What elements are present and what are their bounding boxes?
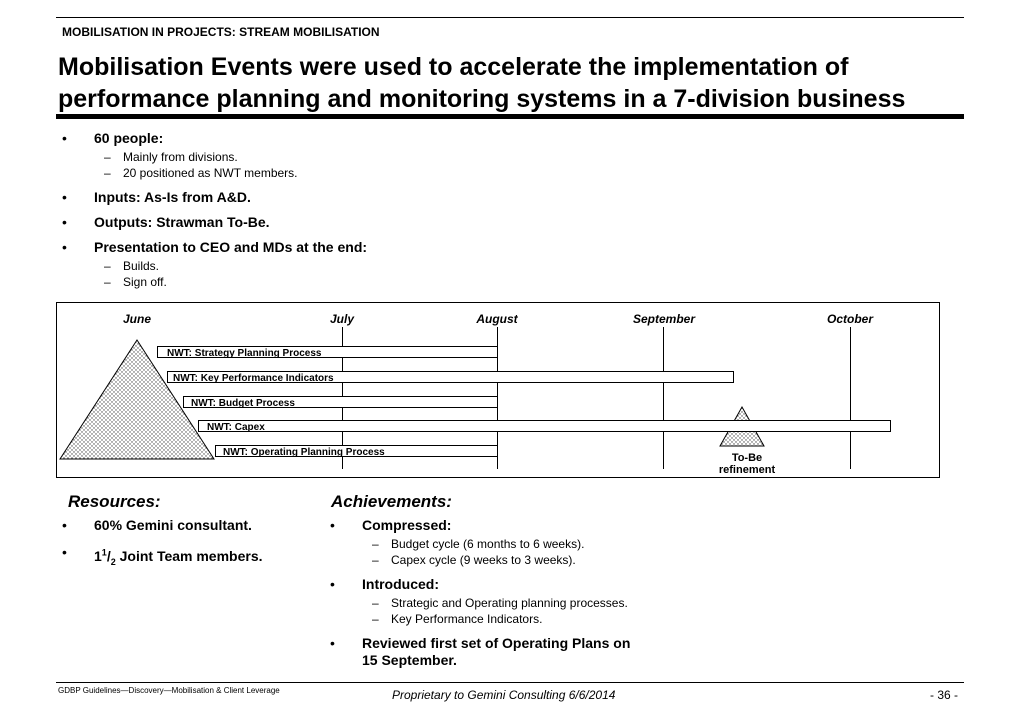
resource-text: Joint Team members.	[115, 547, 263, 564]
summary-bullets	[62, 130, 662, 298]
page-number: - 36 -	[930, 688, 959, 702]
sub-text: Strategic and Operating planning processes.	[391, 596, 628, 610]
footer-proprietary: Proprietary to Gemini Consulting 6/6/2014	[392, 688, 616, 702]
footer-path: GDBP Guidelines—Discovery—Mobilisation & Client Leverage	[58, 686, 280, 695]
dash-glyph: –	[104, 166, 111, 180]
bullet-item-people	[62, 130, 662, 181]
month-divider	[663, 327, 664, 469]
sub-item	[94, 165, 662, 181]
dash-glyph: –	[372, 612, 379, 626]
sub-item	[362, 611, 690, 627]
bullet-glyph: •	[62, 517, 67, 533]
month-october: October	[826, 312, 874, 326]
month-june: June	[122, 312, 152, 326]
title-line-2: performance planning and monitoring systems in a 7-division business	[58, 85, 906, 113]
sub-item	[362, 552, 690, 568]
bar-label: NWT: Budget Process	[191, 398, 295, 409]
bullet-glyph: •	[62, 239, 67, 255]
top-rule	[56, 17, 964, 18]
title-line-1: Mobilisation Events were used to accelerate the implementation of	[58, 53, 849, 81]
sub-text: 20 positioned as NWT members.	[123, 166, 298, 180]
month-september: September	[632, 312, 696, 326]
milestone-line-1: To-Be	[731, 452, 763, 464]
achievement-item	[330, 635, 690, 669]
to-be-refinement-label	[702, 452, 792, 476]
bar-label: NWT: Key Performance Indicators	[173, 373, 334, 384]
fraction-denominator: 2	[110, 556, 116, 567]
sub-item	[94, 258, 662, 274]
achievements-list	[330, 517, 690, 677]
title-rule	[56, 114, 964, 119]
bullet-glyph: •	[62, 130, 67, 146]
achievement-text-line-2: 15 September.	[362, 652, 457, 668]
sub-item	[94, 274, 662, 290]
bullet-glyph: •	[330, 517, 335, 533]
bullet-text: Presentation to CEO and MDs at the end:	[94, 239, 368, 255]
achievement-text: Compressed:	[362, 517, 452, 533]
bullet-glyph: •	[62, 214, 67, 230]
dash-glyph: –	[104, 150, 111, 164]
sub-item	[362, 536, 690, 552]
bullet-item-inputs	[62, 189, 662, 206]
sub-text: Capex cycle (9 weeks to 3 weeks).	[391, 553, 576, 567]
dash-glyph: –	[372, 553, 379, 567]
month-august: August	[476, 312, 518, 326]
resource-fraction: $1^1/_2$ Joint Team members.	[94, 547, 263, 567]
sub-text: Key Performance Indicators.	[391, 612, 543, 626]
sub-text: Mainly from divisions.	[123, 150, 238, 164]
sub-text: Sign off.	[123, 275, 167, 289]
dash-glyph: –	[104, 259, 111, 273]
bar-label: NWT: Strategy Planning Process	[167, 348, 322, 359]
dash-glyph: –	[104, 275, 111, 289]
page-title	[58, 51, 968, 115]
achievement-text: Introduced:	[362, 576, 439, 592]
bullet-glyph: •	[62, 544, 67, 560]
bar-label: NWT: Operating Planning Process	[223, 447, 385, 458]
bullet-glyph: •	[330, 576, 335, 592]
bullet-glyph: •	[62, 189, 67, 205]
sub-text: Builds.	[123, 259, 160, 273]
achievement-text-line-1: Reviewed first set of Operating Plans on	[362, 635, 631, 651]
sub-item	[362, 595, 690, 611]
resource-text: 60% Gemini consultant.	[94, 517, 252, 533]
dash-glyph: –	[372, 596, 379, 610]
bullet-glyph: •	[330, 635, 335, 651]
bullet-item-outputs	[62, 214, 662, 231]
fraction-whole: 1	[94, 547, 102, 564]
bar-label: NWT: Capex	[207, 422, 265, 433]
timeline-chart	[56, 302, 940, 478]
footer-rule	[56, 682, 964, 683]
bar-capex	[198, 420, 891, 432]
timeline-graphics	[57, 303, 941, 479]
bullet-item-presentation	[62, 239, 662, 290]
achievement-item	[330, 576, 690, 627]
bullet-text: Outputs: Strawman To-Be.	[94, 214, 270, 230]
month-july: July	[329, 312, 355, 326]
section-label: MOBILISATION IN PROJECTS: STREAM MOBILISATION	[62, 25, 380, 39]
fraction-numerator: 1	[101, 547, 107, 557]
dash-glyph: –	[372, 537, 379, 551]
bullet-text: Inputs: As-Is from A&D.	[94, 189, 251, 205]
achievements-heading: Achievements:	[331, 492, 452, 511]
achievement-item	[330, 517, 690, 568]
sub-item	[94, 149, 662, 165]
bullet-text: 60 people:	[94, 130, 164, 146]
milestone-line-2: refinement	[718, 464, 776, 476]
sub-text: Budget cycle (6 months to 6 weeks).	[391, 537, 585, 551]
month-divider	[850, 327, 851, 469]
resources-heading: Resources:	[68, 492, 161, 511]
